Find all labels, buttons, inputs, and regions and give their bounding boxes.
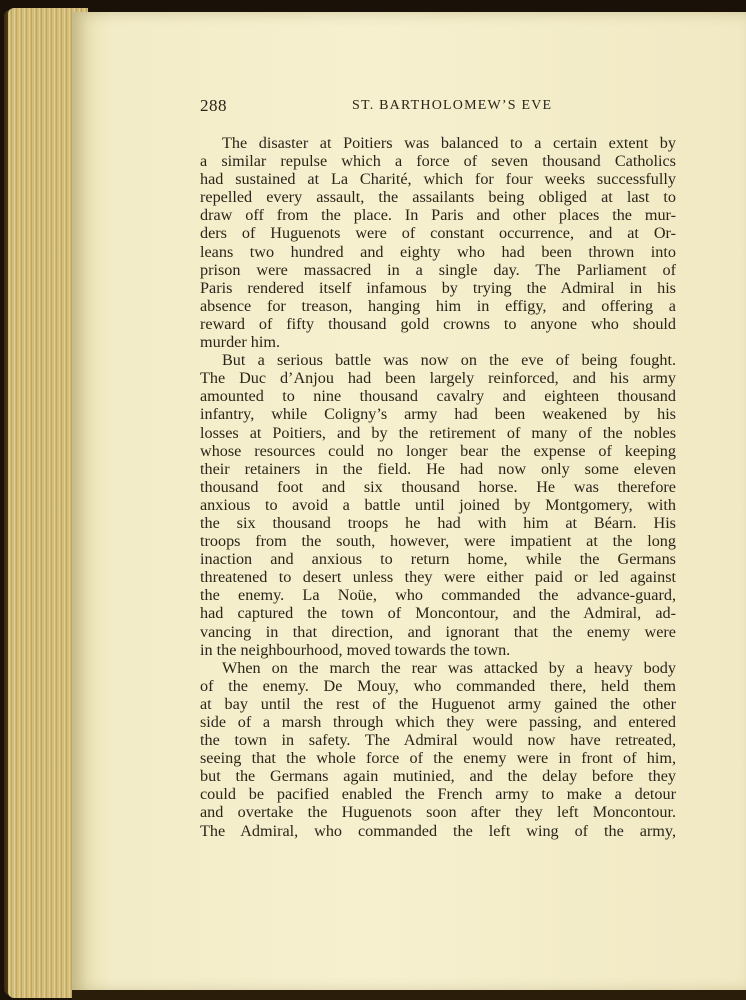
text-line: in the neighbourhood, moved towards the town. xyxy=(200,640,511,659)
text-line: of the enemy. De Mouy, who commanded there, held them xyxy=(200,676,676,695)
text-line: draw off from the place. In Paris and other places the mur- xyxy=(200,206,676,225)
text-line: could be pacified enabled the French army to make a detour xyxy=(200,785,676,804)
text-line: anxious to avoid a battle until joined by Montgomery, with xyxy=(200,495,676,514)
text-line: absence for treason, hanging him in effigy, and offering a xyxy=(200,296,676,315)
text-line: losses at Poitiers, and by the retirement of many of the nobles xyxy=(200,423,676,442)
page-number: 288 xyxy=(200,96,227,115)
text-line: repelled every assault, the assailants being obliged at last to xyxy=(200,188,676,207)
text-line: seeing that the whole force of the enemy were in front of him, xyxy=(200,749,676,768)
text-line: The Admiral, who commanded the left wing of the army, xyxy=(200,821,676,840)
text-line: their retainers in the field. He had now only some eleven xyxy=(200,459,676,478)
text-line: amounted to nine thousand cavalry and eighteen thousand xyxy=(200,387,676,406)
text-line: threatened to desert unless they were either paid or led against xyxy=(200,568,676,587)
text-line: inaction and anxious to return home, while the Germans xyxy=(200,550,676,569)
text-line: thousand foot and six thousand horse. He was therefore xyxy=(200,477,676,496)
text-line: leans two hundred and eighty who had been thrown into xyxy=(200,242,676,261)
text-line: side of a marsh through which they were passing, and entered xyxy=(200,713,676,731)
text-line: ders of Huguenots were of constant occurrence, and at Or- xyxy=(200,224,676,243)
text-line: Paris rendered itself infamous by trying the Admiral in his xyxy=(200,278,676,297)
page-bottom-shadow xyxy=(72,990,746,1000)
text-line: had sustained at La Charité, which for four weeks successfully xyxy=(200,170,676,189)
text-line: the six thousand troops he had with him at Béarn. His xyxy=(200,513,676,532)
text-line: the town in safety. The Admiral would now have retreated, xyxy=(200,731,676,750)
text-line: prison were massacred in a single day. The Parliament of xyxy=(200,260,676,279)
text-line: When on the march the rear was attacked by a heavy body xyxy=(222,658,676,677)
text-line: a similar repulse which a force of seven thousand Catholics xyxy=(200,152,676,171)
text-line: had captured the town of Moncontour, and the Admiral, ad- xyxy=(200,604,676,623)
text-line: and overtake the Huguenots soon after they left Moncontour. xyxy=(200,803,676,822)
text-line: vancing in that direction, and ignorant that the enemy were xyxy=(200,622,676,641)
text-line: the enemy. La Noüe, who commanded the advance-guard, xyxy=(200,586,676,605)
text-line: but the Germans again mutinied, and the delay before they xyxy=(200,767,676,786)
text-line: The Duc d’Anjou had been largely reinforced, and his army xyxy=(200,369,676,388)
running-header xyxy=(200,96,720,118)
text-line: murder him. xyxy=(200,333,281,352)
text-line: reward of fifty thousand gold crowns to anyone who should xyxy=(200,314,676,333)
text-line: whose resources could no longer bear the expense of keeping xyxy=(200,441,676,460)
text-line: at bay until the rest of the Huguenot army gained the other xyxy=(200,694,676,713)
text-line: The disaster at Poitiers was balanced to a certain extent by xyxy=(222,134,676,152)
text-line: infantry, while Coligny’s army had been weakened by his xyxy=(200,405,676,424)
text-line: But a serious battle was now on the eve of being fought. xyxy=(222,351,676,370)
text-line: troops from the south, however, were impatient at the long xyxy=(200,532,676,551)
body-text xyxy=(200,134,676,840)
running-title: ST. BARTHOLOMEW’S EVE xyxy=(352,98,553,113)
